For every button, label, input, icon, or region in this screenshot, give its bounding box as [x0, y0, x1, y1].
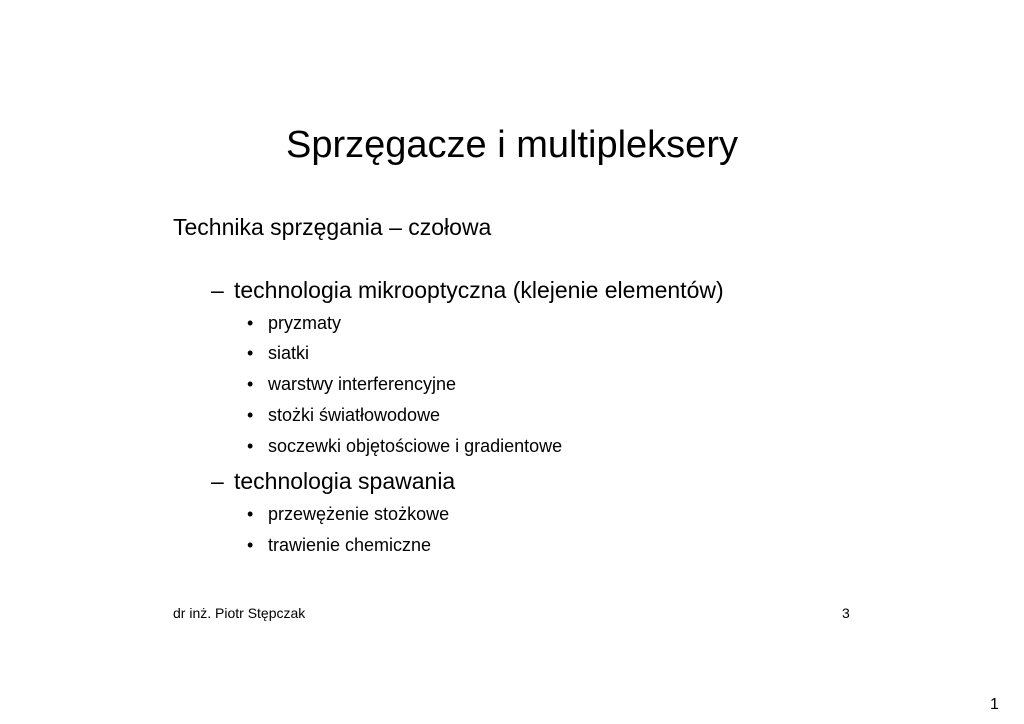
bullet-marker: •: [247, 343, 254, 363]
list-item-label: przewężenie stożkowe: [268, 504, 450, 524]
list-item-level2: [247, 434, 562, 458]
list-item-level2: [247, 502, 449, 526]
list-item-level2: [247, 372, 456, 396]
list-item-level2: [247, 311, 341, 335]
list-item-label: stożki światłowodowe: [268, 405, 441, 425]
list-item-level1: [211, 275, 724, 305]
list-item-level2: [247, 403, 440, 427]
bullet-marker: •: [247, 504, 254, 524]
list-item-label: technologia mikrooptyczna (klejenie elementów): [234, 277, 724, 303]
footer-author: dr inż. Piotr Stępczak: [173, 605, 306, 621]
list-item-label: trawienie chemiczne: [268, 535, 432, 555]
dash-marker: –: [211, 468, 224, 494]
list-item-level2: [247, 533, 431, 557]
bullet-marker: •: [247, 313, 254, 333]
slide-number: 3: [842, 605, 850, 621]
bullet-marker: •: [247, 374, 254, 394]
bullet-marker: •: [247, 535, 254, 555]
section-heading: Technika sprzęgania – czołowa: [173, 214, 492, 240]
list-item-level1: [211, 466, 455, 496]
bullet-marker: •: [247, 405, 254, 425]
dash-marker: –: [211, 277, 224, 303]
page-number: 1: [990, 696, 999, 713]
bullet-marker: •: [247, 436, 254, 456]
slide-title: Sprzęgacze i multipleksery: [286, 124, 738, 166]
list-item-label: soczewki objętościowe i gradientowe: [268, 436, 563, 456]
list-item-level2: [247, 341, 309, 365]
list-item-label: technologia spawania: [234, 468, 456, 494]
list-item-label: pryzmaty: [268, 313, 342, 333]
list-item-label: siatki: [268, 343, 310, 363]
list-item-label: warstwy interferencyjne: [268, 374, 457, 394]
